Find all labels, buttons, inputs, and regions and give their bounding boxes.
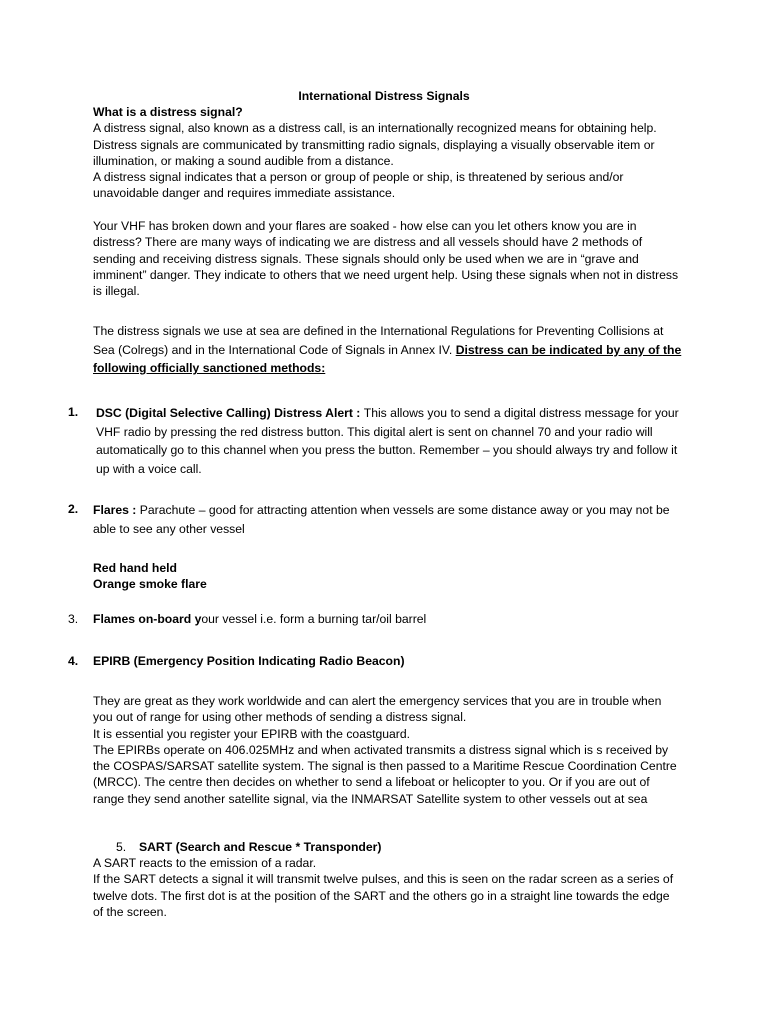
flare-type-red: Red hand held xyxy=(93,561,177,575)
intro-section xyxy=(93,104,683,202)
item-3-paragraph xyxy=(93,611,683,627)
epirb-paragraph-1: They are great as they work worldwide and can alert the emergency services that you are in trouble when you out of range for using other methods of sending a distress signal. xyxy=(93,694,662,725)
item-4-number: 4. xyxy=(68,654,79,668)
item-1-text: This allows you to send a digital distress message for your VHF radio by pressing the red distress button. This digital alert is sent on channel 70 and your radio will automatically go to this channel when you press the button. Remember – you should always try and follow it up with a voice call. xyxy=(96,406,679,476)
item-5-title: SART (Search and Rescue * Transponder) xyxy=(139,840,382,854)
epirb-paragraph-3: The EPIRBs operate on 406.025MHz and when activated transmits a distress signal which is s received by the COSPAS/SARSAT satellite system. The signal is then passed to a Maritime Rescue Coordination Centre (MRCC). The centre then decides on whether to send a lifeboat or helicopter to you. Or if you are out of range they send another satellite signal, via the INMARSAT Satellite system to other vessels out at sea xyxy=(93,742,677,806)
item-4-body xyxy=(93,693,683,807)
colregs-text: The distress signals we use at sea are defined in the International Regulations for Preventing Collisions at Sea (Colregs) and in the International Code of Signals in Annex IV. xyxy=(93,324,664,357)
item-4-title: EPIRB (Emergency Position Indicating Radio Beacon) xyxy=(93,654,405,668)
item-2-number: 2. xyxy=(68,502,79,516)
item-3-text: our vessel i.e. form a burning tar/oil barrel xyxy=(201,612,427,626)
colregs-emphasis: Distress can be indicated by any of the following officially sanctioned methods: xyxy=(93,342,682,376)
item-3-number: 3. xyxy=(68,612,79,626)
flare-type-orange: Orange smoke flare xyxy=(93,577,207,591)
item-3-title: Flames on-board y xyxy=(93,612,202,626)
sart-paragraph-1: A SART reacts to the emission of a radar. xyxy=(93,856,317,870)
intro-paragraph-1: A distress signal, also known as a distress call, is an internationally recognized means for obtaining help. Distress signals are communicated by transmitting radio signals, displaying a visually observable item or illumination, or making a sound audible from a distance. xyxy=(93,121,657,168)
colregs-paragraph xyxy=(93,322,683,378)
vhf-paragraph: Your VHF has broken down and your flares are soaked - how else can you let others know you are in distress? There are many ways of indicating we are distress and all vessels should have 2 methods of sending and receiving distress signals. These signals should only be used when we are in “grave and imminent” danger. They indicate to others that we need urgent help. Using these signals when not in distress is illegal. xyxy=(93,219,679,299)
item-1-paragraph xyxy=(96,404,684,478)
epirb-paragraph-2: It is essential you register your EPIRB with the coastguard. xyxy=(93,726,411,741)
item-5-number: 5. xyxy=(116,840,127,854)
item-5-body xyxy=(93,855,683,920)
intro-heading: What is a distress signal? xyxy=(93,105,243,119)
item-2-text: Parachute – good for attracting attention when vessels are some distance away or you may not be able to see any other vessel xyxy=(93,503,670,536)
item-1-title: DSC (Digital Selective Calling) Distress Alert : xyxy=(96,406,364,420)
intro-paragraph-2: A distress signal indicates that a person or group of people or ship, is threatened by serious and/or unavoidable danger and requires immediate assistance. xyxy=(93,170,624,201)
item-1-number: 1. xyxy=(68,405,79,419)
item-2-paragraph xyxy=(93,501,683,538)
page-title: International Distress Signals xyxy=(298,89,470,103)
sart-paragraph-2: If the SART detects a signal it will transmit twelve pulses, and this is seen on the radar screen as a series of twelve dots. The first dot is at the position of the SART and the others go in a straight line towards the edge of the screen. xyxy=(93,872,674,919)
item-2-title: Flares : xyxy=(93,503,140,517)
